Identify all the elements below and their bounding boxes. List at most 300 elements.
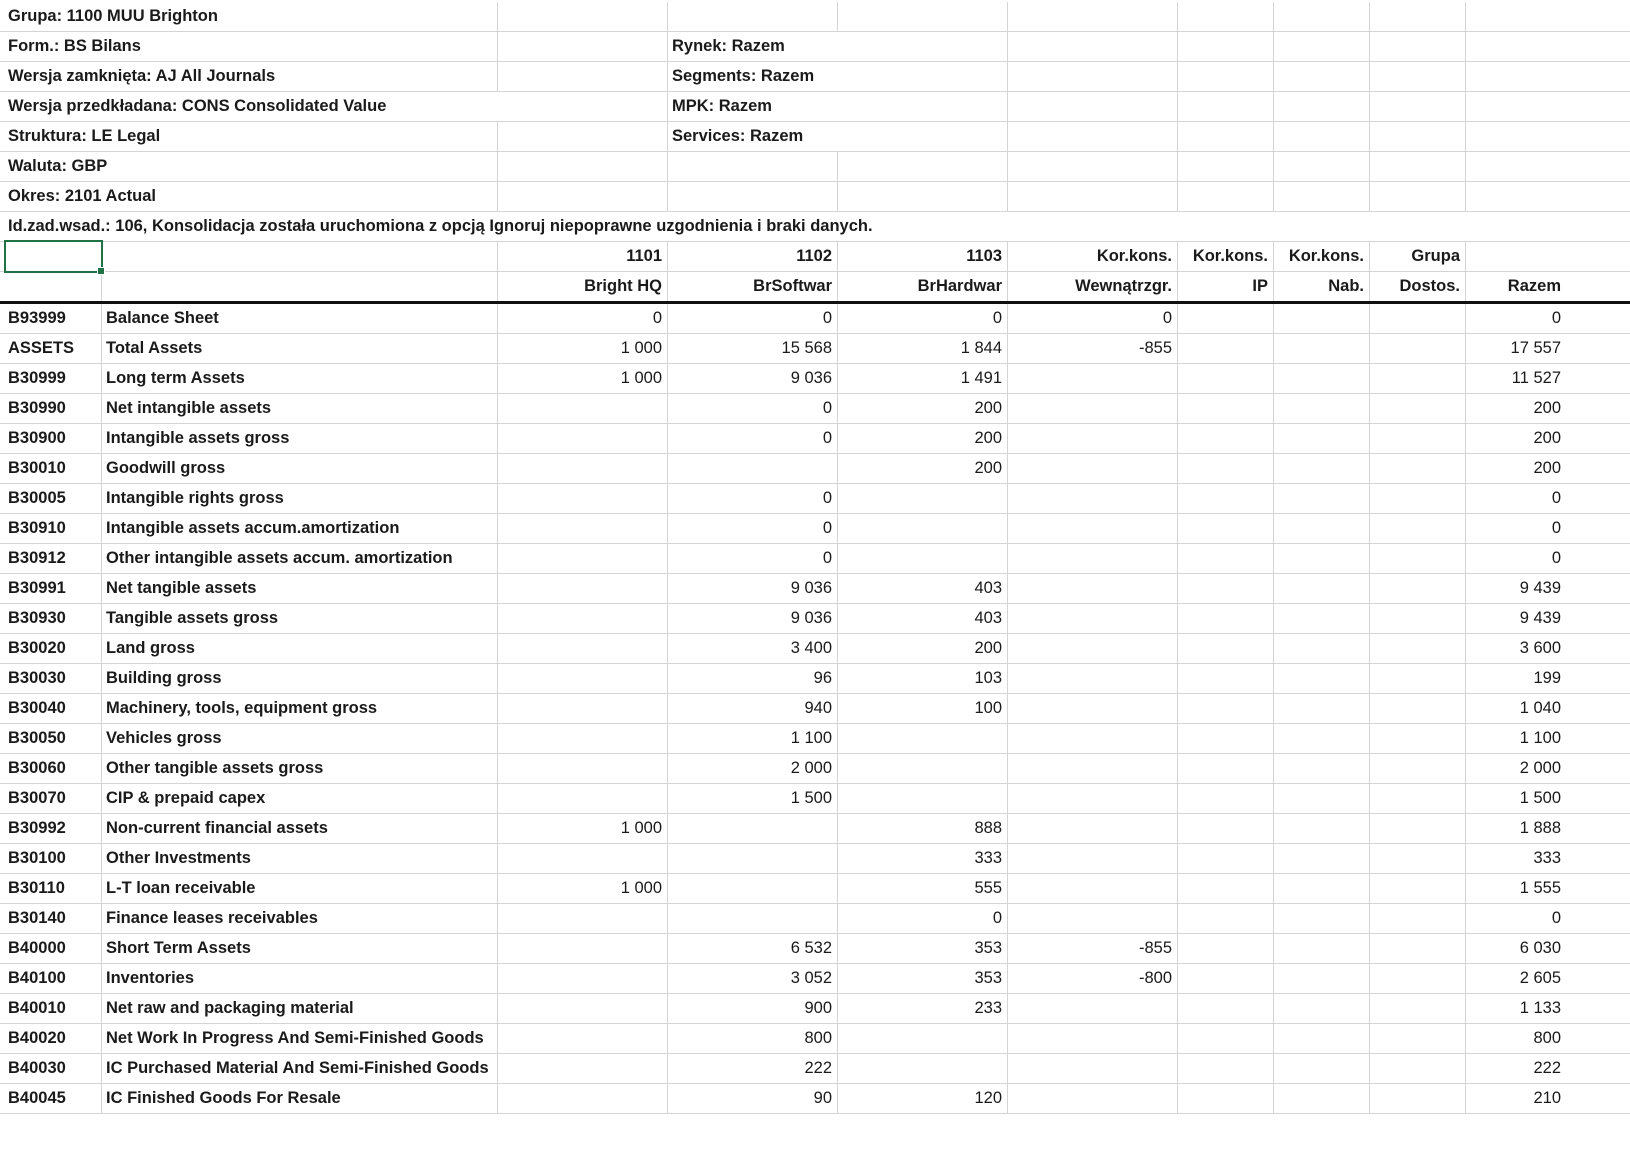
value-cell[interactable]: [1178, 844, 1274, 873]
value-cell[interactable]: [498, 904, 668, 933]
value-cell[interactable]: [1370, 694, 1466, 723]
value-cell[interactable]: [1178, 724, 1274, 753]
empty-cell[interactable]: [1370, 122, 1466, 151]
value-cell[interactable]: [498, 1084, 668, 1113]
account-name[interactable]: Total Assets: [102, 334, 498, 363]
value-cell[interactable]: [1370, 844, 1466, 873]
value-cell[interactable]: 15 568: [668, 334, 838, 363]
empty-cell[interactable]: [668, 2, 838, 31]
account-code[interactable]: B30992: [4, 814, 102, 843]
account-code[interactable]: B30050: [4, 724, 102, 753]
value-cell[interactable]: 0: [1551, 909, 1561, 927]
value-cell[interactable]: 1 100: [668, 724, 838, 753]
column-header-8[interactable]: [1466, 242, 1566, 271]
empty-cell[interactable]: [102, 272, 498, 301]
cost-center-label[interactable]: MPK: Razem: [668, 92, 1008, 121]
value-cell[interactable]: [1008, 484, 1178, 513]
value-cell[interactable]: 333: [1533, 849, 1561, 867]
value-cell[interactable]: 0: [1551, 489, 1561, 507]
empty-cell[interactable]: [1370, 92, 1466, 121]
value-cell[interactable]: 1 500: [1519, 789, 1561, 807]
value-cell[interactable]: [498, 574, 668, 603]
empty-cell[interactable]: [1008, 32, 1178, 61]
value-cell[interactable]: 2 000: [668, 754, 838, 783]
value-cell[interactable]: [1274, 784, 1370, 813]
value-cell[interactable]: [1274, 754, 1370, 783]
account-name[interactable]: Finance leases receivables: [102, 904, 498, 933]
value-cell[interactable]: [498, 484, 668, 513]
value-cell[interactable]: [1178, 604, 1274, 633]
value-cell[interactable]: [1274, 664, 1370, 693]
value-cell[interactable]: [1274, 304, 1370, 333]
value-cell[interactable]: 1 491: [838, 364, 1008, 393]
value-cell[interactable]: [838, 514, 1008, 543]
empty-cell[interactable]: [1466, 122, 1566, 151]
value-cell[interactable]: [838, 784, 1008, 813]
value-cell[interactable]: [668, 904, 838, 933]
empty-cell[interactable]: [1274, 92, 1370, 121]
value-cell[interactable]: 200: [1533, 429, 1561, 447]
value-cell[interactable]: [838, 1024, 1008, 1053]
account-name[interactable]: Intangible rights gross: [102, 484, 498, 513]
value-cell[interactable]: [1274, 994, 1370, 1023]
value-cell[interactable]: [668, 844, 838, 873]
value-cell[interactable]: [498, 454, 668, 483]
period-label[interactable]: Okres: 2101 Actual: [4, 182, 498, 211]
empty-cell[interactable]: [1008, 92, 1178, 121]
value-cell[interactable]: [1370, 904, 1466, 933]
account-name[interactable]: Other tangible assets gross: [102, 754, 498, 783]
account-code[interactable]: B30100: [4, 844, 102, 873]
value-cell[interactable]: [498, 1024, 668, 1053]
value-cell[interactable]: 888: [838, 814, 1008, 843]
value-cell[interactable]: [498, 724, 668, 753]
value-cell[interactable]: 1 040: [1519, 699, 1561, 717]
value-cell[interactable]: [838, 484, 1008, 513]
account-code[interactable]: B30020: [4, 634, 102, 663]
value-cell[interactable]: 333: [838, 844, 1008, 873]
value-cell[interactable]: 96: [668, 664, 838, 693]
value-cell[interactable]: [1274, 604, 1370, 633]
empty-cell[interactable]: [498, 182, 668, 211]
account-name[interactable]: Inventories: [102, 964, 498, 993]
value-cell[interactable]: [1178, 634, 1274, 663]
column-subheader-4[interactable]: Wewnątrzgr.: [1008, 272, 1178, 301]
market-label[interactable]: Rynek: Razem: [668, 32, 1008, 61]
value-cell[interactable]: 222: [668, 1054, 838, 1083]
batch-job-label[interactable]: Id.zad.wsad.: 106, Konsolidacja została uruchomiona z opcją Ignoruj niepoprawne uzgodnienia i braki danych.: [8, 217, 873, 235]
account-name[interactable]: Machinery, tools, equipment gross: [102, 694, 498, 723]
services-label[interactable]: Services: Razem: [668, 122, 1008, 151]
value-cell[interactable]: 800: [1533, 1029, 1561, 1047]
value-cell[interactable]: [1370, 514, 1466, 543]
value-cell[interactable]: [1274, 364, 1370, 393]
value-cell[interactable]: [1008, 1084, 1178, 1113]
account-name[interactable]: Net raw and packaging material: [102, 994, 498, 1023]
group-label[interactable]: Grupa: 1100 MUU Brighton: [4, 2, 498, 31]
value-cell[interactable]: 1 133: [1519, 999, 1561, 1017]
empty-cell[interactable]: [1178, 182, 1274, 211]
account-code[interactable]: B40010: [4, 994, 102, 1023]
empty-cell[interactable]: [1370, 32, 1466, 61]
value-cell[interactable]: [1178, 364, 1274, 393]
value-cell[interactable]: [838, 544, 1008, 573]
value-cell[interactable]: [1008, 784, 1178, 813]
empty-cell[interactable]: [1274, 32, 1370, 61]
empty-cell[interactable]: [1466, 182, 1566, 211]
value-cell[interactable]: 900: [668, 994, 838, 1023]
account-code[interactable]: B40100: [4, 964, 102, 993]
empty-cell[interactable]: [1178, 62, 1274, 91]
empty-cell[interactable]: [102, 242, 498, 271]
value-cell[interactable]: [1274, 334, 1370, 363]
value-cell[interactable]: [1370, 424, 1466, 453]
value-cell[interactable]: [1370, 874, 1466, 903]
column-subheader-1[interactable]: Bright HQ: [498, 272, 668, 301]
value-cell[interactable]: [1274, 1024, 1370, 1053]
account-code[interactable]: B93999: [4, 304, 102, 333]
value-cell[interactable]: 9 439: [1519, 609, 1561, 627]
value-cell[interactable]: [1274, 904, 1370, 933]
account-name[interactable]: CIP & prepaid capex: [102, 784, 498, 813]
empty-cell[interactable]: [498, 152, 668, 181]
column-header-5[interactable]: Kor.kons.: [1178, 242, 1274, 271]
column-header-4[interactable]: Kor.kons.: [1008, 242, 1178, 271]
value-cell[interactable]: [1370, 634, 1466, 663]
column-subheader-7[interactable]: Dostos.: [1370, 272, 1466, 301]
value-cell[interactable]: 222: [1533, 1059, 1561, 1077]
empty-cell[interactable]: [1274, 152, 1370, 181]
account-name[interactable]: Balance Sheet: [102, 304, 498, 333]
value-cell[interactable]: [1274, 874, 1370, 903]
account-name[interactable]: Other Investments: [102, 844, 498, 873]
account-name[interactable]: Long term Assets: [102, 364, 498, 393]
account-code[interactable]: B30140: [4, 904, 102, 933]
account-name[interactable]: Net Work In Progress And Semi-Finished Goods: [102, 1024, 498, 1053]
value-cell[interactable]: 120: [838, 1084, 1008, 1113]
account-code[interactable]: B30060: [4, 754, 102, 783]
account-code[interactable]: B30930: [4, 604, 102, 633]
value-cell[interactable]: [1008, 604, 1178, 633]
value-cell[interactable]: [498, 394, 668, 423]
empty-cell[interactable]: [1008, 62, 1178, 91]
value-cell[interactable]: [498, 424, 668, 453]
column-subheader-6[interactable]: Nab.: [1274, 272, 1370, 301]
value-cell[interactable]: [1178, 964, 1274, 993]
empty-cell[interactable]: [1370, 152, 1466, 181]
value-cell[interactable]: 1 000: [498, 334, 668, 363]
value-cell[interactable]: [1370, 1084, 1466, 1113]
value-cell[interactable]: [1178, 484, 1274, 513]
account-name[interactable]: Goodwill gross: [102, 454, 498, 483]
value-cell[interactable]: 403: [838, 574, 1008, 603]
value-cell[interactable]: 0: [668, 394, 838, 423]
account-code[interactable]: B30010: [4, 454, 102, 483]
column-subheader-3[interactable]: BrHardwar: [838, 272, 1008, 301]
value-cell[interactable]: [1370, 814, 1466, 843]
value-cell[interactable]: 1 000: [498, 364, 668, 393]
column-subheader-2[interactable]: BrSoftwar: [668, 272, 838, 301]
value-cell[interactable]: [1008, 664, 1178, 693]
empty-cell[interactable]: [1008, 152, 1178, 181]
value-cell[interactable]: [1008, 454, 1178, 483]
value-cell[interactable]: [1178, 334, 1274, 363]
value-cell[interactable]: [1274, 544, 1370, 573]
value-cell[interactable]: [1370, 574, 1466, 603]
value-cell[interactable]: [498, 934, 668, 963]
value-cell[interactable]: 0: [838, 304, 1008, 333]
account-name[interactable]: Vehicles gross: [102, 724, 498, 753]
value-cell[interactable]: 1 100: [1519, 729, 1561, 747]
value-cell[interactable]: [1370, 394, 1466, 423]
empty-cell[interactable]: [1466, 152, 1566, 181]
value-cell[interactable]: [1008, 424, 1178, 453]
value-cell[interactable]: 0: [498, 304, 668, 333]
account-code[interactable]: B30110: [4, 874, 102, 903]
value-cell[interactable]: [668, 814, 838, 843]
value-cell[interactable]: [1370, 454, 1466, 483]
value-cell[interactable]: 3 400: [668, 634, 838, 663]
value-cell[interactable]: 0: [668, 544, 838, 573]
value-cell[interactable]: [1370, 754, 1466, 783]
account-name[interactable]: Other intangible assets accum. amortization: [102, 544, 498, 573]
value-cell[interactable]: [1274, 814, 1370, 843]
value-cell[interactable]: 200: [838, 424, 1008, 453]
account-code[interactable]: ASSETS: [4, 334, 102, 363]
segments-label[interactable]: Segments: Razem: [668, 62, 1008, 91]
value-cell[interactable]: [498, 1054, 668, 1083]
value-cell[interactable]: [1178, 664, 1274, 693]
account-name[interactable]: Net intangible assets: [102, 394, 498, 423]
account-code[interactable]: B30999: [4, 364, 102, 393]
value-cell[interactable]: 0: [1551, 519, 1561, 537]
value-cell[interactable]: [1178, 1054, 1274, 1083]
value-cell[interactable]: [1370, 304, 1466, 333]
value-cell[interactable]: [1178, 874, 1274, 903]
value-cell[interactable]: [1178, 694, 1274, 723]
value-cell[interactable]: 90: [668, 1084, 838, 1113]
value-cell[interactable]: [1178, 994, 1274, 1023]
value-cell[interactable]: [1008, 1024, 1178, 1053]
column-subheader-5[interactable]: IP: [1178, 272, 1274, 301]
empty-cell[interactable]: [498, 122, 668, 151]
empty-cell[interactable]: [1466, 32, 1566, 61]
value-cell[interactable]: [1008, 394, 1178, 423]
value-cell[interactable]: [668, 454, 838, 483]
value-cell[interactable]: 0: [668, 304, 838, 333]
value-cell[interactable]: [1178, 814, 1274, 843]
account-name[interactable]: Net tangible assets: [102, 574, 498, 603]
account-code[interactable]: B40030: [4, 1054, 102, 1083]
empty-cell[interactable]: [1370, 182, 1466, 211]
value-cell[interactable]: 2 000: [1519, 759, 1561, 777]
account-code[interactable]: B40020: [4, 1024, 102, 1053]
value-cell[interactable]: 11 527: [1511, 369, 1561, 387]
value-cell[interactable]: [1370, 664, 1466, 693]
value-cell[interactable]: [498, 634, 668, 663]
value-cell[interactable]: [1370, 784, 1466, 813]
value-cell[interactable]: [1008, 634, 1178, 663]
value-cell[interactable]: [498, 784, 668, 813]
value-cell[interactable]: [1008, 724, 1178, 753]
empty-cell[interactable]: [668, 182, 838, 211]
value-cell[interactable]: 6 532: [668, 934, 838, 963]
value-cell[interactable]: [1274, 1054, 1370, 1083]
value-cell[interactable]: [1370, 334, 1466, 363]
value-cell[interactable]: 555: [838, 874, 1008, 903]
value-cell[interactable]: [1008, 994, 1178, 1023]
value-cell[interactable]: 940: [668, 694, 838, 723]
submitted-version-label[interactable]: Wersja przedkładana: CONS Consolidated Value: [4, 92, 668, 121]
value-cell[interactable]: [1274, 724, 1370, 753]
value-cell[interactable]: [1008, 514, 1178, 543]
empty-cell[interactable]: [838, 2, 1008, 31]
value-cell[interactable]: 353: [838, 964, 1008, 993]
value-cell[interactable]: [1178, 904, 1274, 933]
account-name[interactable]: Land gross: [102, 634, 498, 663]
value-cell[interactable]: [1274, 394, 1370, 423]
value-cell[interactable]: 200: [1533, 459, 1561, 477]
column-header-3[interactable]: 1103: [838, 242, 1008, 271]
value-cell[interactable]: 17 557: [1510, 339, 1561, 357]
value-cell[interactable]: [1008, 844, 1178, 873]
value-cell[interactable]: [1008, 814, 1178, 843]
value-cell[interactable]: 200: [1533, 399, 1561, 417]
value-cell[interactable]: 210: [1533, 1089, 1561, 1107]
value-cell[interactable]: [1370, 994, 1466, 1023]
account-code[interactable]: B30912: [4, 544, 102, 573]
column-header-6[interactable]: Kor.kons.: [1274, 242, 1370, 271]
account-name[interactable]: Intangible assets gross: [102, 424, 498, 453]
empty-cell[interactable]: [498, 32, 668, 61]
active-cell[interactable]: [4, 242, 102, 271]
value-cell[interactable]: [1008, 874, 1178, 903]
value-cell[interactable]: 1 888: [1519, 819, 1561, 837]
value-cell[interactable]: 800: [668, 1024, 838, 1053]
empty-cell[interactable]: [1008, 122, 1178, 151]
value-cell[interactable]: [1274, 844, 1370, 873]
empty-cell[interactable]: [1178, 122, 1274, 151]
account-code[interactable]: B30030: [4, 664, 102, 693]
empty-cell[interactable]: [838, 182, 1008, 211]
value-cell[interactable]: [1178, 784, 1274, 813]
value-cell[interactable]: [1274, 454, 1370, 483]
value-cell[interactable]: [1178, 754, 1274, 783]
account-code[interactable]: B30040: [4, 694, 102, 723]
account-code[interactable]: B30070: [4, 784, 102, 813]
value-cell[interactable]: [1178, 934, 1274, 963]
value-cell[interactable]: [1008, 694, 1178, 723]
empty-cell[interactable]: [1008, 2, 1178, 31]
column-header-7[interactable]: Grupa: [1370, 242, 1466, 271]
value-cell[interactable]: [1178, 544, 1274, 573]
value-cell[interactable]: 1 844: [838, 334, 1008, 363]
value-cell[interactable]: [1008, 1054, 1178, 1083]
empty-cell[interactable]: [838, 152, 1008, 181]
empty-cell[interactable]: [1466, 92, 1566, 121]
value-cell[interactable]: 9 036: [668, 364, 838, 393]
value-cell[interactable]: [1370, 484, 1466, 513]
empty-cell[interactable]: [1274, 2, 1370, 31]
value-cell[interactable]: [1274, 694, 1370, 723]
account-name[interactable]: IC Finished Goods For Resale: [102, 1084, 498, 1113]
value-cell[interactable]: [498, 964, 668, 993]
value-cell[interactable]: [498, 754, 668, 783]
empty-cell[interactable]: [1466, 62, 1566, 91]
value-cell[interactable]: [498, 514, 668, 543]
value-cell[interactable]: [1370, 364, 1466, 393]
value-cell[interactable]: [1008, 574, 1178, 603]
value-cell[interactable]: 200: [838, 454, 1008, 483]
value-cell[interactable]: [1178, 454, 1274, 483]
value-cell[interactable]: [1274, 514, 1370, 543]
value-cell[interactable]: [1274, 1084, 1370, 1113]
value-cell[interactable]: 100: [838, 694, 1008, 723]
empty-cell[interactable]: [1466, 2, 1566, 31]
value-cell[interactable]: [1370, 1024, 1466, 1053]
value-cell[interactable]: [1178, 304, 1274, 333]
value-cell[interactable]: [1370, 604, 1466, 633]
value-cell[interactable]: 103: [838, 664, 1008, 693]
value-cell[interactable]: 9 036: [668, 604, 838, 633]
value-cell[interactable]: [1370, 544, 1466, 573]
empty-cell[interactable]: [4, 272, 102, 301]
empty-cell[interactable]: [1274, 122, 1370, 151]
form-label[interactable]: Form.: BS Bilans: [4, 32, 498, 61]
account-code[interactable]: B30900: [4, 424, 102, 453]
value-cell[interactable]: 0: [1551, 549, 1561, 567]
value-cell[interactable]: -800: [1008, 964, 1178, 993]
account-code[interactable]: B30910: [4, 514, 102, 543]
account-name[interactable]: IC Purchased Material And Semi-Finished Goods: [102, 1054, 498, 1083]
column-header-2[interactable]: 1102: [668, 242, 838, 271]
value-cell[interactable]: [1178, 424, 1274, 453]
value-cell[interactable]: 1 500: [668, 784, 838, 813]
value-cell[interactable]: 2 605: [1519, 969, 1561, 987]
empty-cell[interactable]: [668, 152, 838, 181]
empty-cell[interactable]: [1178, 32, 1274, 61]
account-name[interactable]: Building gross: [102, 664, 498, 693]
currency-label[interactable]: Waluta: GBP: [4, 152, 498, 181]
value-cell[interactable]: 0: [1551, 309, 1561, 327]
empty-cell[interactable]: [1370, 62, 1466, 91]
value-cell[interactable]: [668, 874, 838, 903]
value-cell[interactable]: 3 052: [668, 964, 838, 993]
empty-cell[interactable]: [1274, 62, 1370, 91]
value-cell[interactable]: 9 439: [1519, 579, 1561, 597]
value-cell[interactable]: [1274, 424, 1370, 453]
column-subheader-8[interactable]: Razem: [1507, 277, 1561, 295]
value-cell[interactable]: 200: [838, 394, 1008, 423]
empty-cell[interactable]: [1178, 152, 1274, 181]
account-code[interactable]: B40045: [4, 1084, 102, 1113]
value-cell[interactable]: 0: [668, 514, 838, 543]
account-name[interactable]: Intangible assets accum.amortization: [102, 514, 498, 543]
value-cell[interactable]: -855: [1008, 934, 1178, 963]
value-cell[interactable]: [1274, 964, 1370, 993]
value-cell[interactable]: [1370, 724, 1466, 753]
value-cell[interactable]: [1008, 364, 1178, 393]
value-cell[interactable]: [1008, 544, 1178, 573]
value-cell[interactable]: 9 036: [668, 574, 838, 603]
value-cell[interactable]: 6 030: [1519, 939, 1561, 957]
value-cell[interactable]: 403: [838, 604, 1008, 633]
value-cell[interactable]: 1 000: [498, 874, 668, 903]
account-name[interactable]: Short Term Assets: [102, 934, 498, 963]
value-cell[interactable]: [1178, 514, 1274, 543]
value-cell[interactable]: 3 600: [1519, 639, 1561, 657]
account-code[interactable]: B30991: [4, 574, 102, 603]
